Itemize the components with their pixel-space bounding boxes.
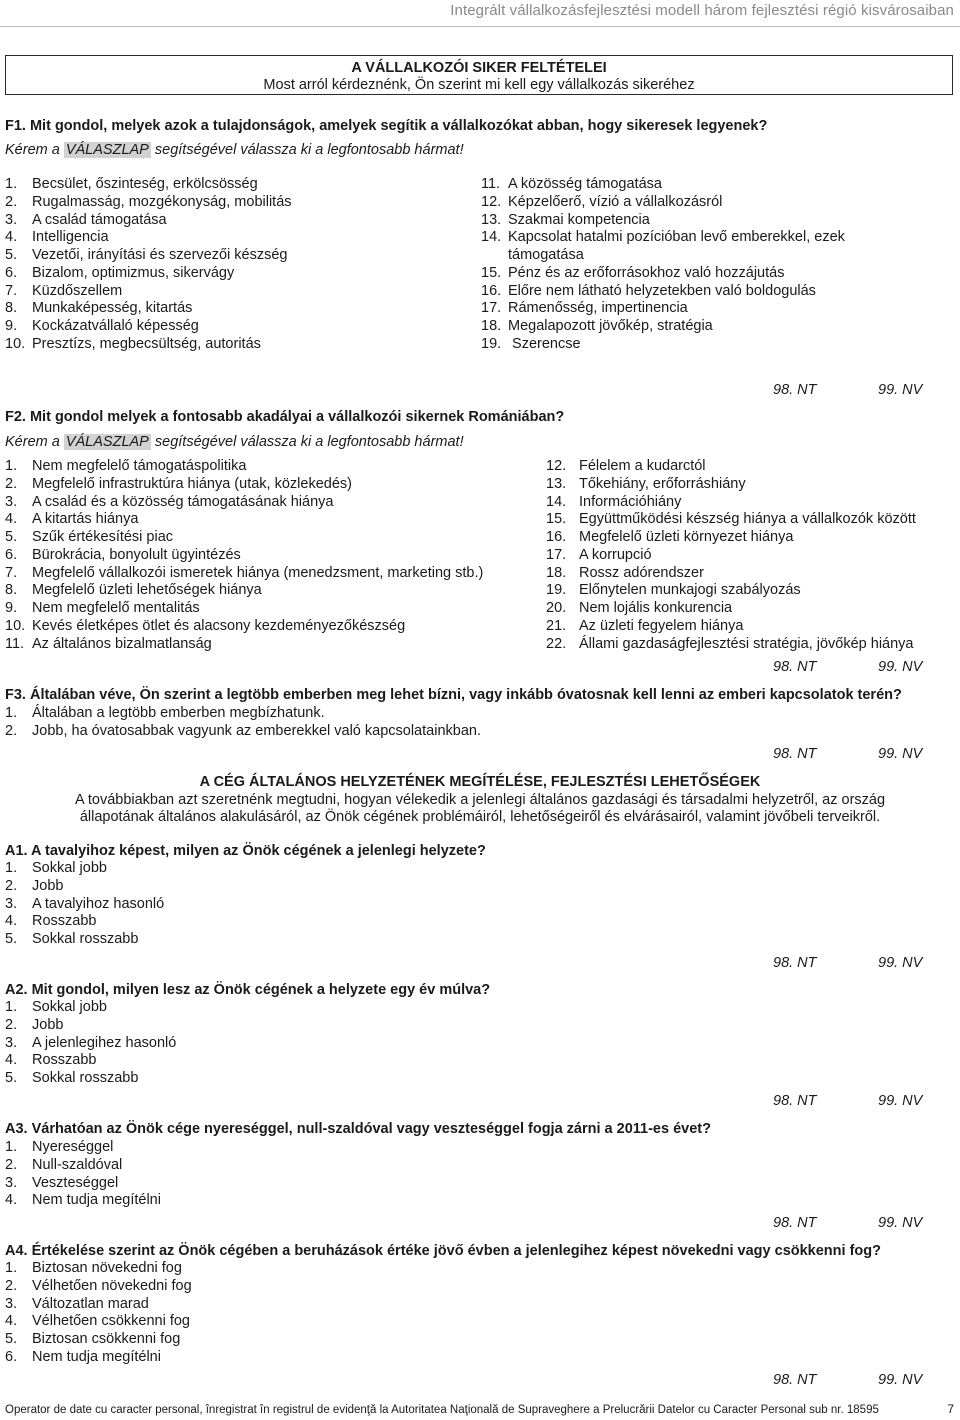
item-number: 18.: [481, 318, 502, 334]
list-item: [5, 1070, 176, 1088]
item-label: Nem megfelelő mentalitás: [32, 600, 200, 616]
item-number: 10.: [5, 335, 26, 352]
item-label: Előnytelen munkajogi szabályozás: [579, 582, 801, 599]
a2-options: [5, 999, 176, 1088]
list-item: [5, 212, 292, 230]
item-number: 13.: [481, 211, 502, 228]
instruction-text: segítségével válassza ki a legfontosabb hármat!: [150, 434, 464, 450]
list-item: [5, 878, 164, 896]
item-label: Nem tudja megítélni: [32, 1348, 161, 1365]
item-label: Kockázatvállaló képesség: [32, 318, 199, 334]
item-label: Együttműködési készség hiánya a vállalkozók között: [579, 511, 916, 528]
item-label: Pénz és az erőforrásokhoz való hozzájutás: [508, 264, 785, 281]
list-item: [5, 1035, 176, 1053]
item-label: Intelligencia: [32, 229, 109, 246]
list-item: [5, 931, 164, 949]
item-number: 2.: [5, 475, 18, 492]
list-item: [5, 1139, 161, 1157]
instruction-text: Kérem a: [5, 434, 64, 450]
item-label: Szerencse: [508, 335, 581, 352]
item-label: Megfelelő üzleti környezet hiánya: [579, 529, 794, 545]
item-label: Bürokrácia, bonyolult ügyintézés: [32, 546, 241, 563]
item-label: Null-szaldóval: [32, 1156, 123, 1173]
item-number: 2.: [5, 877, 18, 894]
item-label: Az üzleti fegyelem hiánya: [579, 617, 744, 634]
item-label: Tőkehiány, erőforráshiány: [579, 475, 746, 492]
item-number: 17.: [546, 546, 567, 563]
item-number: 3.: [5, 1295, 18, 1312]
item-number: 1.: [5, 999, 18, 1015]
item-number: 20.: [546, 600, 567, 616]
item-number: 2.: [5, 1277, 18, 1294]
item-label: Állami gazdaságfejlesztési stratégia, jövőkép hiánya: [579, 635, 914, 652]
item-number: 17.: [481, 300, 502, 317]
list-item: [5, 999, 176, 1017]
item-label: támogatása: [508, 247, 584, 263]
item-label: Képzelőerő, vízió a vállalkozásról: [508, 193, 723, 210]
item-number: 6.: [5, 1348, 18, 1365]
item-label: Küzdőszellem: [32, 282, 123, 299]
page-number: 7: [947, 1402, 954, 1416]
item-label: A jelenlegihez hasonló: [32, 1034, 177, 1051]
list-item: [5, 511, 483, 529]
item-label: Információhiány: [579, 493, 682, 510]
item-label: Presztízs, megbecsültség, autoritás: [32, 335, 261, 352]
code-nt: 98. NT: [773, 659, 817, 675]
list-item: [546, 582, 916, 600]
item-label: Megfelelő infrastruktúra hiánya (utak, közlekedés): [32, 475, 352, 492]
item-number: 4.: [5, 1313, 18, 1330]
item-number: 19.: [481, 335, 502, 352]
item-number: 5.: [5, 931, 18, 947]
section-subtitle: Most arról kérdeznénk, Ön szerint mi kell egy vállalkozás sikeréhez: [263, 77, 695, 93]
code-nv: 99. NV: [878, 1372, 923, 1388]
item-number: 5.: [5, 247, 18, 263]
item-number: 2.: [5, 193, 18, 210]
list-item: [5, 229, 292, 247]
list-item: [5, 176, 292, 194]
list-item: [5, 705, 481, 723]
list-item: [546, 494, 916, 512]
code-nt: 98. NT: [773, 1215, 817, 1231]
item-label: Megfelelő üzleti lehetőségek hiánya: [32, 582, 262, 599]
a4-options: [5, 1260, 192, 1367]
item-number: 1.: [5, 458, 18, 474]
question-f1: F1. Mit gondol, melyek azok a tulajdonságok, amelyek segítik a vállalkozókat abban, hogy sikeresek legyenek?: [5, 118, 768, 134]
section2-intro-line2: állapotának általános alakulásáról, az Önök cégének problémáiról, lehetőségeiről és elvárásairól, valamint jövőbeli terveikről.: [79, 809, 881, 825]
item-label: Sokkal rosszabb: [32, 1070, 139, 1086]
section-title: A VÁLLALKOZÓI SIKER FELTÉTELEI: [351, 60, 607, 76]
item-number: 7.: [5, 564, 18, 581]
list-item: [5, 1313, 192, 1331]
item-number: 1.: [5, 860, 18, 876]
item-number: 14.: [481, 229, 502, 246]
item-number: 19.: [546, 582, 567, 599]
item-label: A tavalyihoz hasonló: [32, 895, 165, 912]
item-number: 5.: [5, 1331, 18, 1347]
a1-options: [5, 860, 164, 949]
item-label: Kevés életképes ötlet és alacsony kezdeményezőkészség: [32, 617, 406, 634]
list-item: [481, 283, 845, 301]
item-number: 2.: [5, 1156, 18, 1173]
item-label: Rosszabb: [32, 1052, 97, 1069]
list-item: [5, 458, 483, 476]
item-label: Megalapozott jövőkép, stratégia: [508, 318, 713, 334]
item-number: 9.: [5, 318, 18, 334]
list-item: [546, 618, 916, 636]
item-number: 8.: [5, 300, 18, 317]
list-item: [5, 1278, 192, 1296]
item-number: 4.: [5, 1052, 18, 1069]
item-label: Nem megfelelő támogatáspolitika: [32, 458, 247, 474]
question-a4: A4. Értékelése szerint az Önök cégében a beruházások értéke jövő évben a jelenlegihez képest növekedni vagy csökkenni fog?: [5, 1243, 881, 1259]
item-label: Az általános bizalmatlanság: [32, 635, 212, 652]
f3-options: [5, 705, 481, 741]
item-label: Veszteséggel: [32, 1174, 119, 1191]
list-item: [5, 1331, 192, 1349]
item-label: Vélhetően növekedni fog: [32, 1277, 192, 1294]
list-item: [481, 247, 845, 265]
list-item: [5, 1296, 192, 1314]
item-number: 16.: [546, 529, 567, 545]
item-number: 1.: [5, 1260, 18, 1276]
list-item: [5, 860, 164, 878]
item-number: 8.: [5, 582, 18, 599]
list-item: [546, 511, 916, 529]
item-number: 1.: [5, 1139, 18, 1155]
item-number: 12.: [546, 458, 567, 474]
list-item: [5, 618, 483, 636]
item-number: 21.: [546, 617, 567, 634]
item-label: Sokkal jobb: [32, 860, 107, 876]
list-item: [5, 1192, 161, 1210]
list-item: [5, 1349, 192, 1367]
item-number: 2.: [5, 722, 18, 739]
list-item: [5, 283, 292, 301]
question-f3: F3. Általában véve, Ön szerint a legtöbb emberben meg lehet bízni, vagy inkább óvatosnak kell lenni az emberi kapcsolatok terén?: [5, 687, 902, 703]
question-a1: A1. A tavalyihoz képest, milyen az Önök cégének a jelenlegi helyzete?: [5, 843, 486, 859]
code-nt: 98. NT: [773, 1093, 817, 1109]
list-item: [481, 176, 845, 194]
list-item: [5, 1175, 161, 1193]
list-item: [546, 636, 916, 654]
item-number: 4.: [5, 229, 18, 246]
item-number: 3.: [5, 493, 18, 510]
item-number: 9.: [5, 600, 18, 616]
item-number: 3.: [5, 211, 18, 228]
item-label: Biztosan csökkenni fog: [32, 1331, 181, 1347]
list-item: [546, 600, 916, 618]
list-item: [481, 336, 845, 354]
list-item: [481, 212, 845, 230]
list-item: [5, 1052, 176, 1070]
list-item: [5, 194, 292, 212]
list-item: [546, 565, 916, 583]
list-item: [546, 458, 916, 476]
item-label: Vélhetően csökkenni fog: [32, 1313, 190, 1330]
item-label: Rámenősség, impertinencia: [508, 300, 688, 317]
list-item: [5, 565, 483, 583]
code-nv: 99. NV: [878, 1093, 923, 1109]
item-label: Megfelelő vállalkozói ismeretek hiánya (menedzsment, marketing stb.): [32, 564, 484, 581]
item-number: 1.: [5, 176, 18, 192]
item-label: Félelem a kudarctól: [579, 458, 706, 474]
list-item: [481, 229, 845, 247]
code-nt: 98. NT: [773, 746, 817, 762]
item-number: 11.: [481, 176, 501, 192]
list-item: [5, 494, 483, 512]
item-label: Nem lojális konkurencia: [579, 600, 733, 616]
item-number: 4.: [5, 511, 18, 528]
item-number: 6.: [5, 546, 18, 563]
list-item: [5, 547, 483, 565]
item-label: Szakmai kompetencia: [508, 211, 650, 228]
list-item: [546, 476, 916, 494]
code-nv: 99. NV: [878, 659, 923, 675]
list-item: [5, 913, 164, 931]
item-number: 22.: [546, 635, 567, 652]
answer-card-highlight: VÁLASZLAP: [65, 434, 149, 450]
list-item: [5, 318, 292, 336]
item-label: Sokkal jobb: [32, 999, 107, 1015]
item-number: 18.: [546, 564, 567, 581]
list-item: [5, 582, 483, 600]
list-item: [5, 896, 164, 914]
item-number: 10.: [5, 617, 26, 634]
list-item: [5, 1017, 176, 1035]
item-label: Jobb: [32, 877, 64, 894]
item-label: Becsület, őszinteség, erkölcsösség: [32, 176, 258, 192]
list-item: [5, 1157, 161, 1175]
instruction-f2: [5, 434, 464, 450]
item-label: Rosszabb: [32, 913, 97, 930]
item-label: Előre nem látható helyzetekben való boldogulás: [508, 282, 816, 299]
item-number: 15.: [481, 264, 502, 281]
list-item: [546, 529, 916, 547]
list-item: [5, 636, 483, 654]
code-nv: 99. NV: [878, 382, 923, 398]
code-nt: 98. NT: [773, 382, 817, 398]
item-label: Bizalom, optimizmus, sikervágy: [32, 264, 235, 281]
list-item: [5, 476, 483, 494]
item-label: A korrupció: [579, 546, 652, 563]
item-number: 1.: [5, 705, 18, 721]
code-nv: 99. NV: [878, 955, 923, 971]
item-number: 3.: [5, 1034, 18, 1051]
header-rule: [0, 26, 960, 27]
list-item: [5, 336, 292, 354]
f1-options-left: [5, 176, 292, 354]
item-label: A család támogatása: [32, 211, 167, 228]
item-number: 4.: [5, 913, 18, 930]
item-number: 5.: [5, 529, 18, 545]
list-item: [5, 1260, 192, 1278]
item-label: Jobb: [32, 1016, 64, 1033]
item-number: 2.: [5, 1016, 18, 1033]
running-header: Integrált vállalkozásfejlesztési modell három fejlesztési régió kisvárosaiban: [450, 2, 954, 19]
item-number: 14.: [546, 493, 567, 510]
f2-options-left: [5, 458, 483, 653]
question-a2: A2. Mit gondol, milyen lesz az Önök cégének a helyzete egy év múlva?: [5, 982, 491, 998]
question-a3: A3. Várhatóan az Önök cége nyereséggel, null-szaldóval vagy veszteséggel fogja zárni a 2011-es évet?: [5, 1121, 711, 1137]
footer-note: Operator de date cu caracter personal, înregistrat în registrul de evidenţă la Autoritatea Naţională de Supraveghere a Prelucrării Datelor cu Caracter Personal sub nr. 18595: [5, 1404, 879, 1416]
code-nt: 98. NT: [773, 1372, 817, 1388]
list-item: [5, 600, 483, 618]
instruction-text: segítségével válassza ki a legfontosabb hármat!: [150, 142, 464, 158]
list-item: [5, 300, 292, 318]
list-item: [481, 194, 845, 212]
item-number: 11.: [5, 635, 25, 652]
item-number: 6.: [5, 264, 18, 281]
list-item: [546, 547, 916, 565]
item-number: 5.: [5, 1070, 18, 1086]
item-label: A család és a közösség támogatásának hiánya: [32, 493, 334, 510]
item-label: Rugalmasság, mozgékonyság, mobilitás: [32, 193, 292, 210]
item-label: Rossz adórendszer: [579, 564, 704, 581]
item-label: Munkaképesség, kitartás: [32, 300, 193, 317]
item-number: 3.: [5, 895, 18, 912]
item-label: A közösség támogatása: [508, 176, 662, 192]
section2-intro-line1: A továbbiakban azt szeretnénk megtudni, hogyan vélekedik a jelenlegi általános gazdasági és társadalmi helyzetről, az ország: [74, 792, 886, 808]
item-label: Vezetői, irányítási és szervezői készség: [32, 247, 288, 263]
item-label: Nyereséggel: [32, 1139, 114, 1155]
item-number: 16.: [481, 282, 502, 299]
item-label: A kitartás hiánya: [32, 511, 139, 528]
list-item: [5, 247, 292, 265]
answer-card-highlight: VÁLASZLAP: [65, 142, 149, 158]
item-number: 3.: [5, 1174, 18, 1191]
item-label: Nem tudja megítélni: [32, 1192, 161, 1209]
instruction-f1: [5, 142, 464, 158]
item-number: 12.: [481, 193, 502, 210]
item-label: Kapcsolat hatalmi pozícióban levő emberekkel, ezek: [508, 229, 845, 246]
f2-options-right: [546, 458, 916, 653]
item-label: Biztosan növekedni fog: [32, 1260, 182, 1276]
f1-options-right: [481, 176, 845, 354]
item-number: 7.: [5, 282, 18, 299]
list-item: [481, 265, 845, 283]
code-nv: 99. NV: [878, 1215, 923, 1231]
item-number: 4.: [5, 1192, 18, 1209]
item-number: 13.: [546, 475, 567, 492]
question-f2: F2. Mit gondol melyek a fontosabb akadályai a vállalkozói sikernek Romániában?: [5, 409, 565, 425]
item-label: Általában a legtöbb emberben megbízhatunk.: [32, 705, 325, 721]
list-item: [5, 723, 481, 741]
instruction-text: Kérem a: [5, 142, 64, 158]
item-label: Sokkal rosszabb: [32, 931, 139, 947]
section-title-box: [5, 55, 953, 95]
item-label: Jobb, ha óvatosabbak vagyunk az emberekkel való kapcsolatainkban.: [32, 722, 481, 739]
item-label: Változatlan marad: [32, 1295, 149, 1312]
a3-options: [5, 1139, 161, 1210]
list-item: [5, 265, 292, 283]
code-nt: 98. NT: [773, 955, 817, 971]
section2-title: A CÉG ÁLTALÁNOS HELYZETÉNEK MEGÍTÉLÉSE, FEJLESZTÉSI LEHETŐSÉGEK: [199, 774, 761, 790]
list-item: [481, 300, 845, 318]
code-nv: 99. NV: [878, 746, 923, 762]
list-item: [5, 529, 483, 547]
item-label: Szűk értékesítési piac: [32, 529, 174, 545]
item-number: 15.: [546, 511, 567, 528]
list-item: [481, 318, 845, 336]
